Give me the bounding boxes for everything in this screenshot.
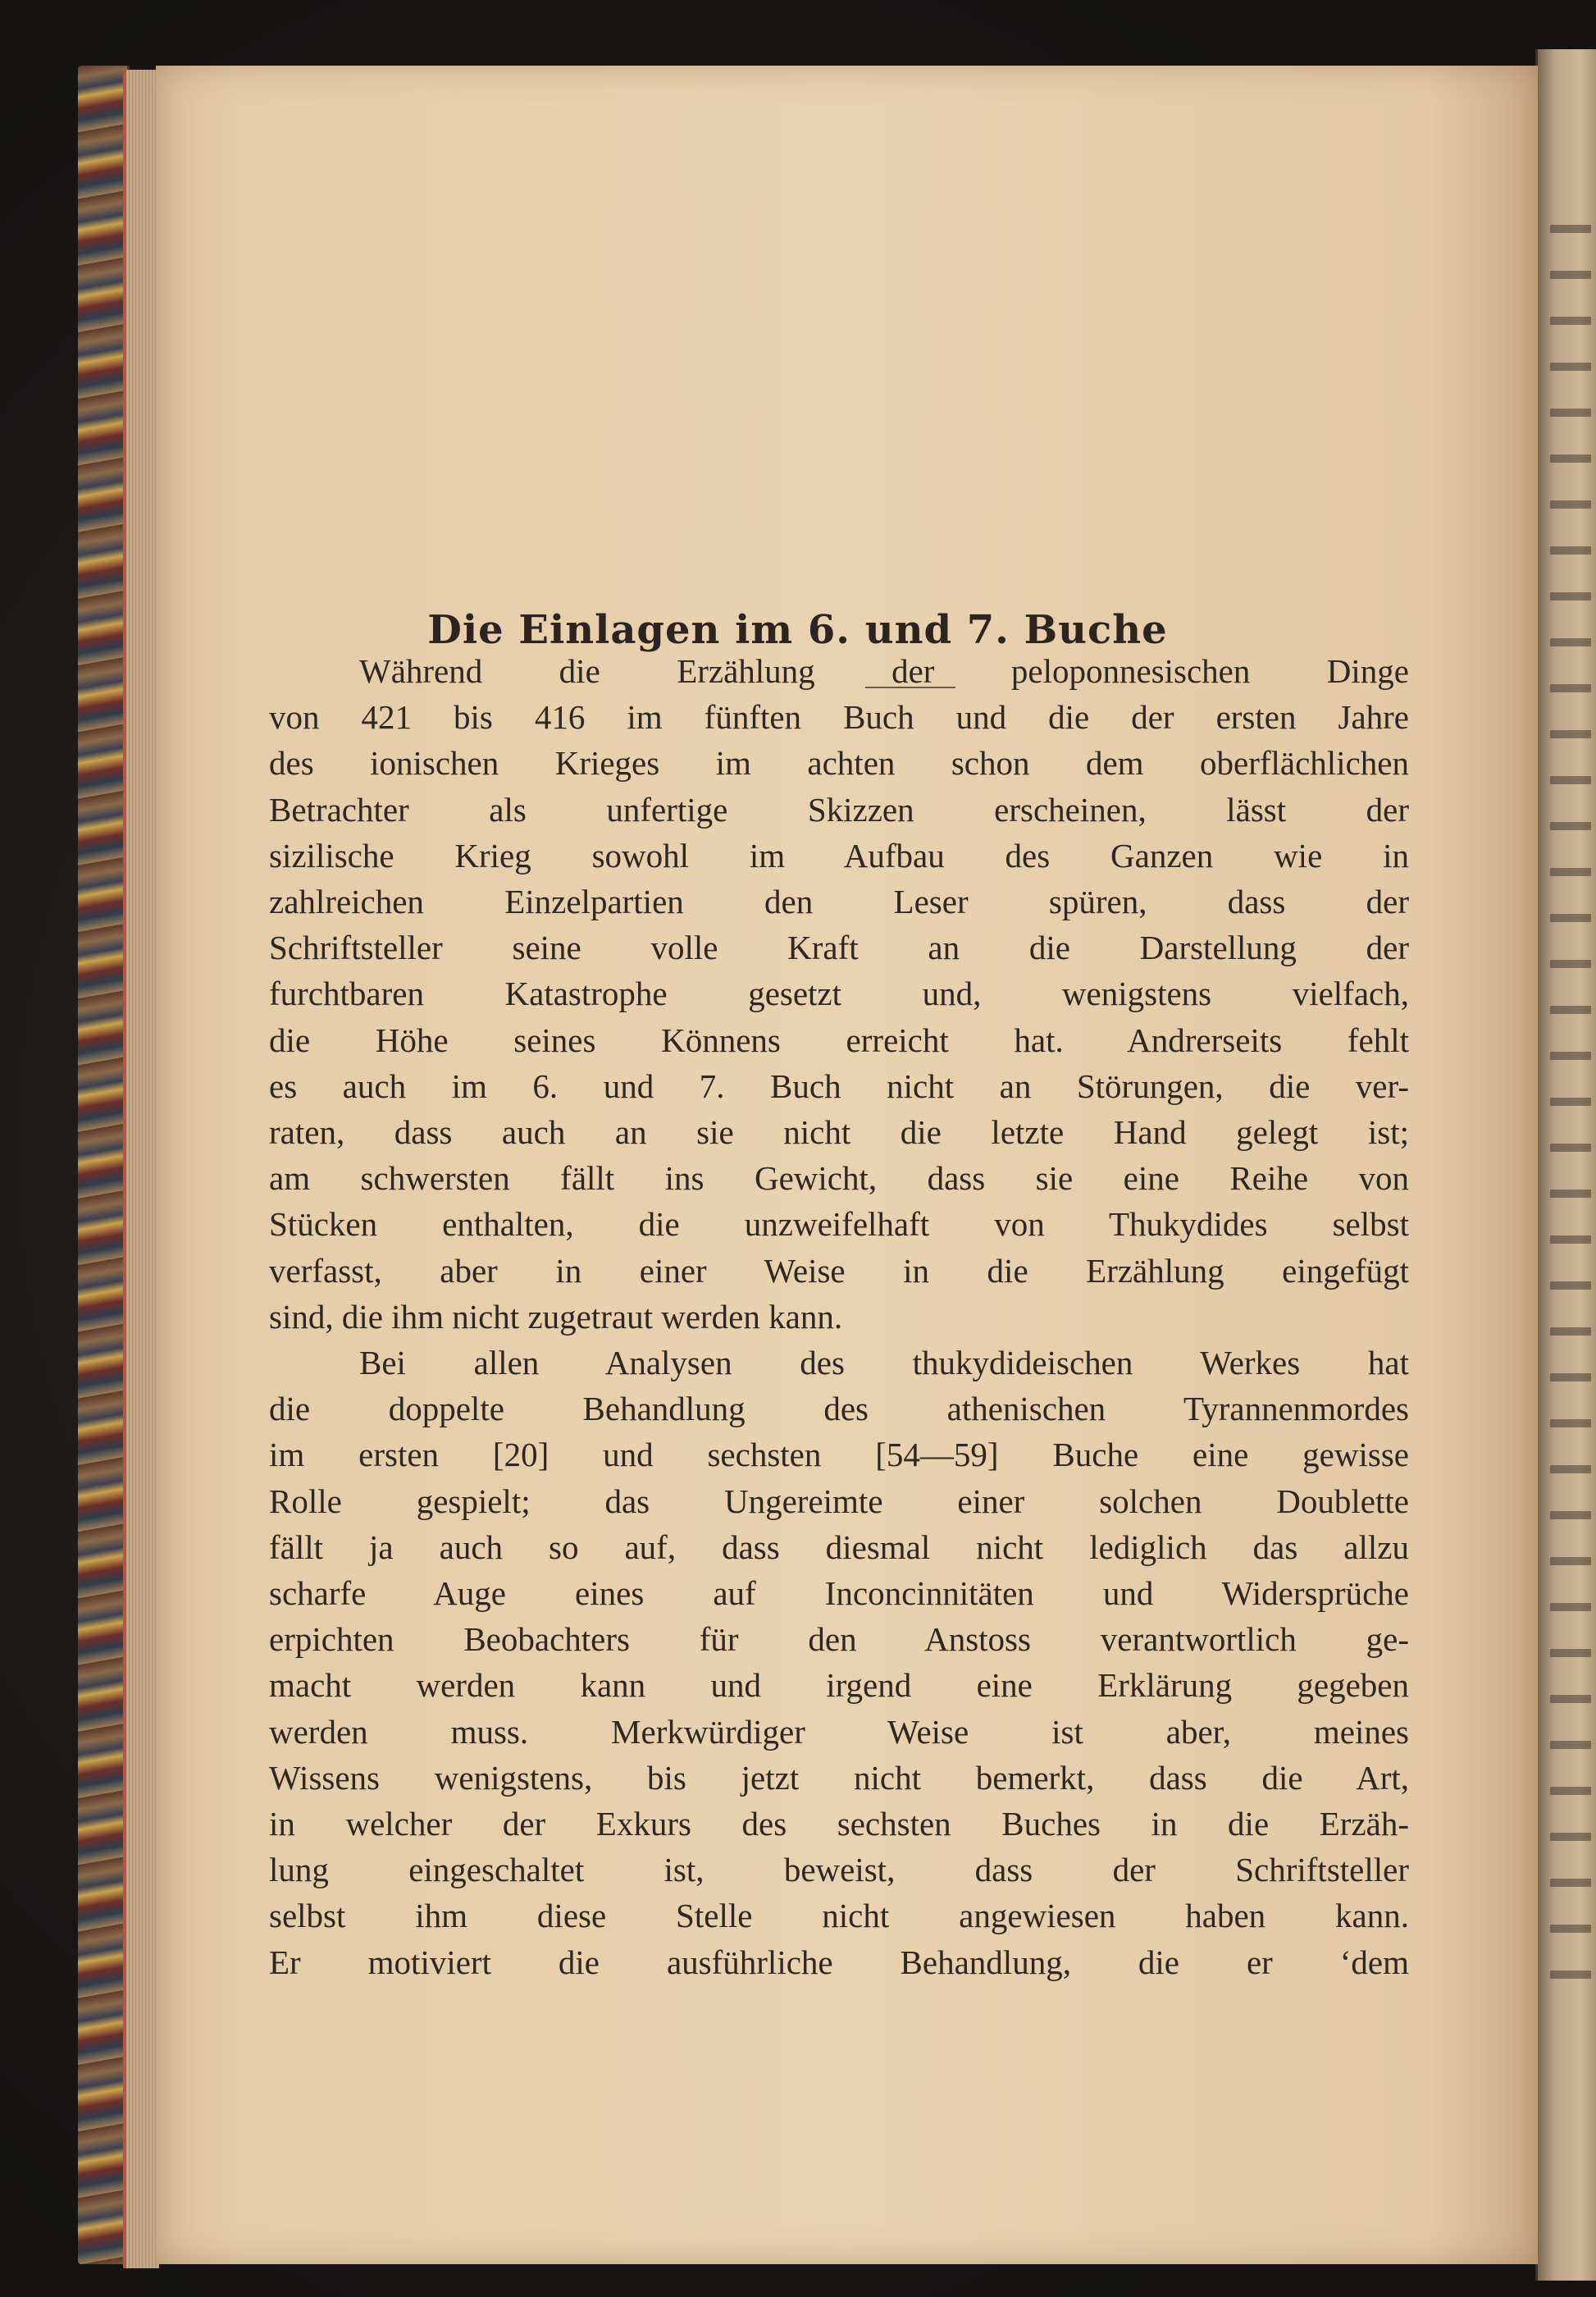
text-line: selbst ihm diese Stelle nicht angewiesen haben kann. bbox=[269, 1897, 1409, 1935]
text-line: Während die Erzählung der peloponnesischen Dinge bbox=[359, 652, 1409, 690]
text-line: lung eingeschaltet ist, beweist, dass der Schriftsteller bbox=[269, 1851, 1409, 1889]
text-line: raten, dass auch an sie nicht die letzte Hand gelegt ist; bbox=[269, 1113, 1409, 1152]
text-line: fällt ja auch so auf, dass diesmal nicht lediglich das allzu bbox=[269, 1528, 1409, 1566]
text-line: zahlreichen Einzelpartien den Leser spüren, dass der bbox=[269, 883, 1409, 921]
body-text bbox=[269, 648, 1409, 1985]
text-line: in welcher der Exkurs des sechsten Buches in die Erzäh- bbox=[269, 1805, 1409, 1843]
text-line: sizilische Krieg sowohl im Aufbau des Ganzen wie in bbox=[269, 836, 1409, 875]
text-line: werden muss. Merkwürdiger Weise ist aber, meines bbox=[269, 1712, 1409, 1751]
text-line: erpichten Beobachters für den Anstoss verantwortlich ge- bbox=[269, 1620, 1409, 1659]
facing-page-text-fragment bbox=[1550, 197, 1591, 2002]
chapter-title: Die Einlagen im 6. und 7. Buche bbox=[427, 607, 1168, 653]
text-line: des ionischen Krieges im achten schon dem oberflächlichen bbox=[269, 744, 1409, 783]
text-line: von 421 bis 416 im fünften Buch und die der ersten Jahre bbox=[269, 698, 1409, 737]
text-line: Rolle gespielt; das Ungereimte einer solchen Doublette bbox=[269, 1482, 1409, 1520]
text-line: die doppelte Behandlung des athenischen Tyrannenmordes bbox=[269, 1390, 1409, 1428]
text-line: es auch im 6. und 7. Buch nicht an Störungen, die ver- bbox=[269, 1066, 1409, 1105]
text-line: Stücken enthalten, die unzweifelhaft von Thukydides selbst bbox=[269, 1205, 1409, 1244]
text-line: macht werden kann und irgend eine Erklärung gegeben bbox=[269, 1666, 1409, 1705]
text-line: die Höhe seines Könnens erreicht hat. Andrerseits fehlt bbox=[269, 1021, 1409, 1059]
text-line: Schriftsteller seine volle Kraft an die Darstellung der bbox=[269, 929, 1409, 967]
paragraph-1 bbox=[269, 648, 1409, 1340]
page-stack-edge bbox=[123, 70, 159, 2268]
text-line: Betrachter als unfertige Skizzen erscheinen, lässt der bbox=[269, 790, 1409, 829]
text-line: verfasst, aber in einer Weise in die Erzählung eingefügt bbox=[269, 1251, 1409, 1290]
text-line: scharfe Auge eines auf Inconcinnitäten und Widersprüche bbox=[269, 1574, 1409, 1613]
text-line: im ersten [20] und sechsten [54—59] Buche eine gewisse bbox=[269, 1436, 1409, 1474]
paragraph-2 bbox=[269, 1340, 1409, 1985]
marbled-cover-edge bbox=[78, 66, 130, 2264]
text-line: sind, die ihm nicht zugetraut werden kann. bbox=[269, 1297, 843, 1336]
text-line: am schwersten fällt ins Gewicht, dass sie eine Reihe von bbox=[269, 1159, 1409, 1198]
text-line: Er motiviert die ausführliche Behandlung, die er ‘dem bbox=[269, 1943, 1409, 1981]
text-line: furchtbaren Katastrophe gesetzt und, wenigstens vielfach, bbox=[269, 975, 1409, 1013]
text-line: Wissens wenigstens, bis jetzt nicht bemerkt, dass die Art, bbox=[269, 1758, 1409, 1797]
text-line: Bei allen Analysen des thukydideischen Werkes hat bbox=[359, 1344, 1409, 1382]
